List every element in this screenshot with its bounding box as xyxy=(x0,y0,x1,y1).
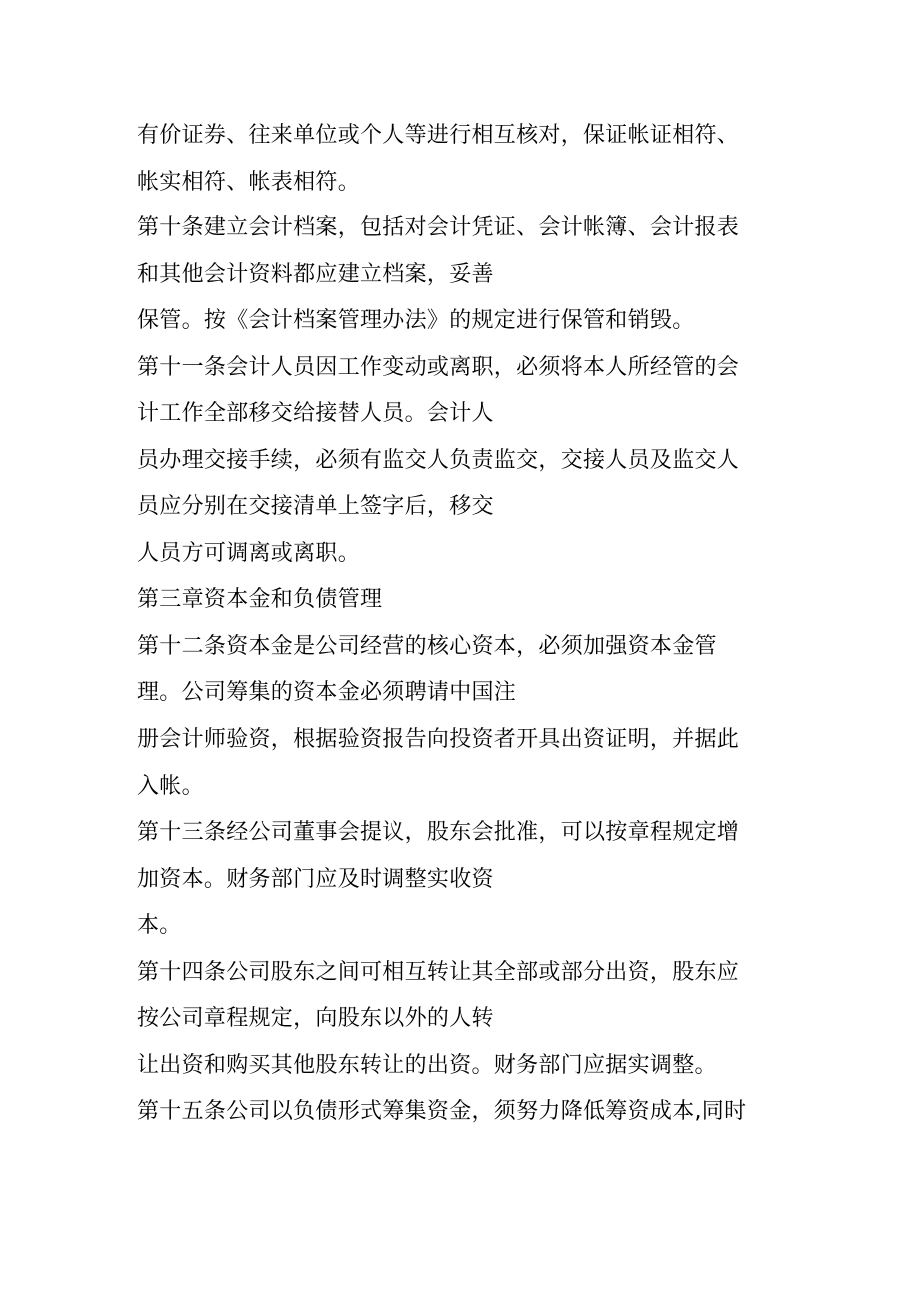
text-line: 人员方可调离或离职。 xyxy=(137,541,361,566)
text-line: 让出资和购买其他股东转让的出资。财务部门应据实调整。 xyxy=(137,1053,717,1078)
text-line: 和其他会计资料都应建立档案，妥善 xyxy=(137,262,494,287)
text-line: 册会计师验资，根据验资报告向投资者开具出资证明，并据此 xyxy=(137,727,740,752)
text-line: 员应分别在交接清单上签字后，移交 xyxy=(137,494,494,519)
text-line: 第十五条公司以负债形式筹集资金，须努力降低筹资成本,同时 xyxy=(137,1099,747,1124)
text-line: 加资本。财务部门应及时调整实收资 xyxy=(137,867,494,892)
text-line: 入帐。 xyxy=(137,774,204,799)
text-line: 第十一条会计人员因工作变动或离职，必须将本人所经管的会 xyxy=(137,355,740,380)
text-line: 计工作全部移交给接替人员。会计人 xyxy=(137,401,494,426)
text-line: 帐实相符、帐表相符。 xyxy=(137,170,361,195)
chapter-heading: 第三章资本金和负债管理 xyxy=(137,587,383,612)
text-line: 第十四条公司股东之间可相互转让其全部或部分出资，股东应 xyxy=(137,960,740,985)
text-line: 保管。按《会计档案管理办法》的规定进行保管和销毁。 xyxy=(137,308,695,333)
text-line: 本。 xyxy=(137,913,182,938)
text-line: 员办理交接手续，必须有监交人负责监交，交接人员及监交人 xyxy=(137,448,740,473)
text-line: 第十条建立会计档案，包括对会计凭证、会计帐簿、会计报表 xyxy=(137,215,740,240)
text-line: 有价证券、往来单位或个人等进行相互核对，保证帐证相符、 xyxy=(137,123,740,148)
text-line: 理。公司筹集的资本金必须聘请中国注 xyxy=(137,680,517,705)
text-line: 第十二条资本金是公司经营的核心资本，必须加强资本金管 xyxy=(137,634,717,659)
text-line: 按公司章程规定，向股东以外的人转 xyxy=(137,1006,494,1031)
text-line: 第十三条经公司董事会提议，股东会批准，可以按章程规定增 xyxy=(137,820,740,845)
